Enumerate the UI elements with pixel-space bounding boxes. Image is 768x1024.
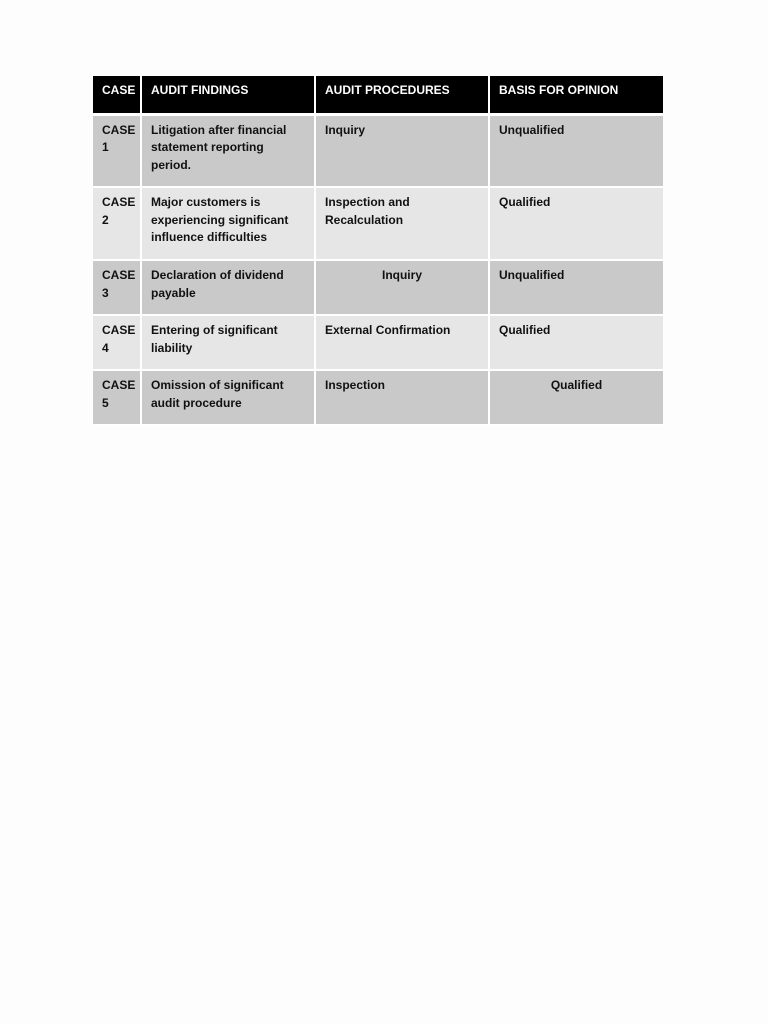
procedure-cell: Inspection and Recalculation — [315, 187, 489, 260]
header-audit-procedures: AUDIT PROCEDURES — [315, 76, 489, 114]
header-basis-for-opinion: BASIS FOR OPINION — [489, 76, 663, 114]
table-row — [93, 370, 663, 425]
table-row — [93, 187, 663, 260]
finding-cell: Entering of significant liability — [141, 315, 315, 370]
case-cell: CASE 3 — [93, 260, 141, 315]
opinion-cell: Qualified — [489, 187, 663, 260]
opinion-cell: Unqualified — [489, 114, 663, 187]
case-cell: CASE 4 — [93, 315, 141, 370]
finding-cell: Major customers is experiencing significant influence difficulties — [141, 187, 315, 260]
table-row — [93, 260, 663, 315]
header-case: CASE — [93, 76, 141, 114]
finding-cell: Litigation after financial statement reporting period. — [141, 114, 315, 187]
procedure-cell: Inquiry — [315, 114, 489, 187]
case-cell: CASE 5 — [93, 370, 141, 425]
procedure-cell: Inquiry — [315, 260, 489, 315]
opinion-cell: Unqualified — [489, 260, 663, 315]
case-cell: CASE 1 — [93, 114, 141, 187]
finding-cell: Declaration of dividend payable — [141, 260, 315, 315]
table-header-row — [93, 76, 663, 114]
finding-cell: Omission of significant audit procedure — [141, 370, 315, 425]
procedure-cell: Inspection — [315, 370, 489, 425]
procedure-cell: External Confirmation — [315, 315, 489, 370]
opinion-cell: Qualified — [489, 370, 663, 425]
table-row — [93, 315, 663, 370]
header-audit-findings: AUDIT FINDINGS — [141, 76, 315, 114]
case-cell: CASE 2 — [93, 187, 141, 260]
table-row — [93, 114, 663, 187]
audit-table — [93, 76, 663, 426]
opinion-cell: Qualified — [489, 315, 663, 370]
